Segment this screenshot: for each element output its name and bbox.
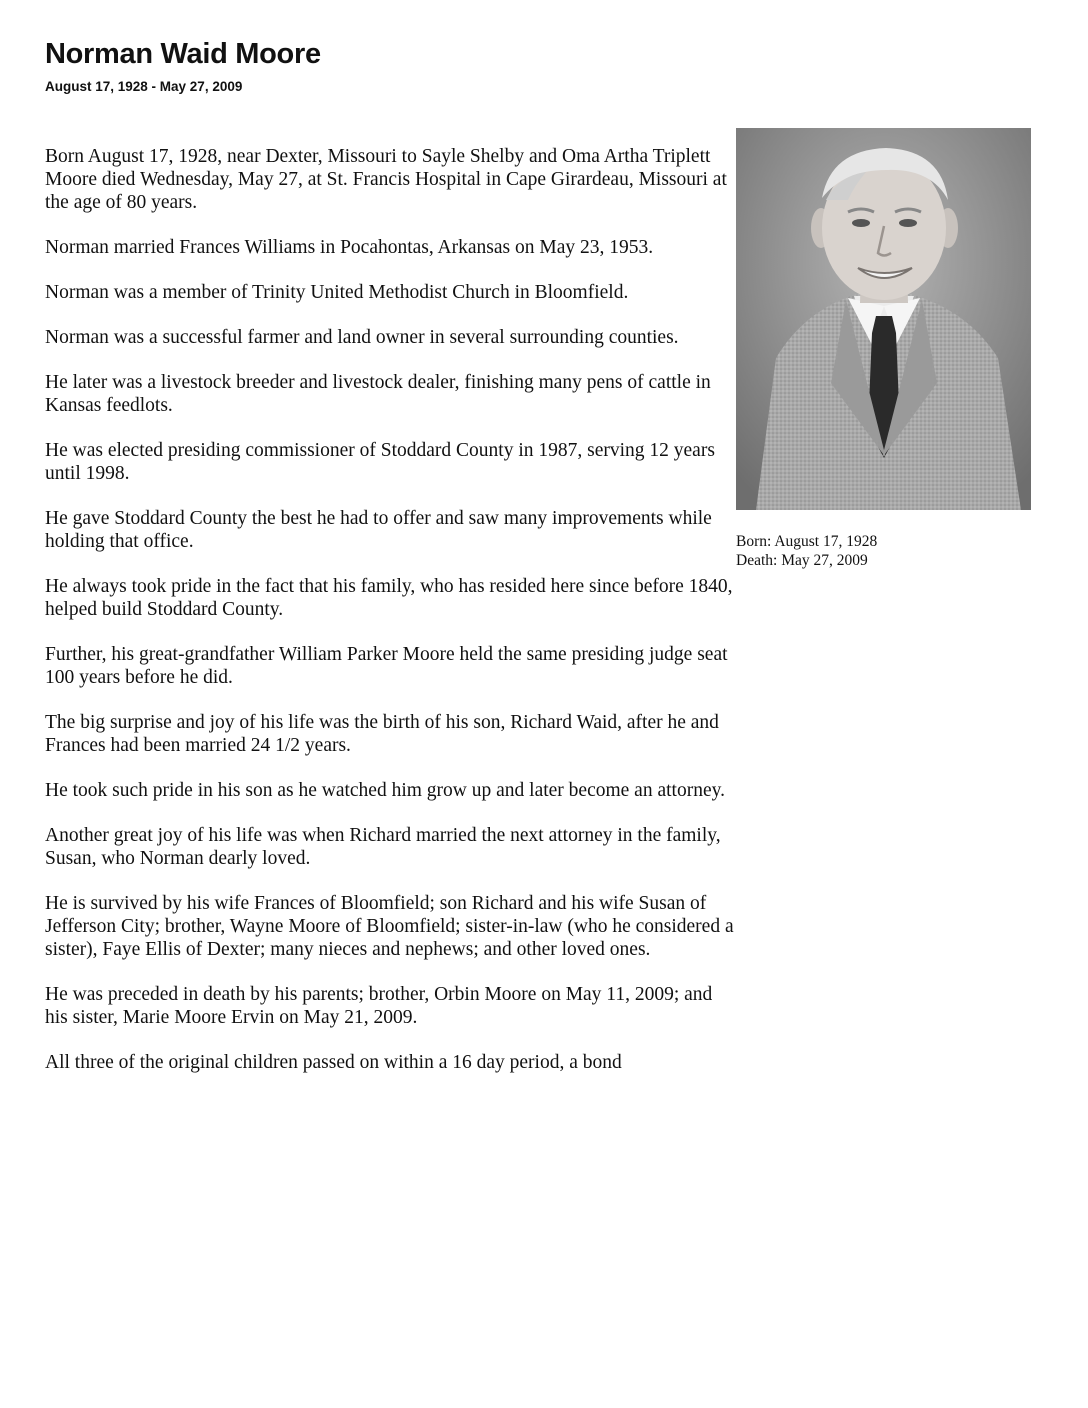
obituary-name: Norman Waid Moore (45, 38, 321, 70)
paragraph-commissioner: He was elected presiding commissioner of Stoddard County in 1987, serving 12 years until 1998. (45, 440, 715, 484)
paragraph-birth-death: Born August 17, 1928, near Dexter, Missouri to Sayle Shelby and Oma Artha Triplett Moore died Wednesday, May 27, at St. Francis Hospital in Cape Girardeau, Missouri at the age of 80 years. (45, 146, 727, 213)
paragraph-siblings-bond: All three of the original children passed on within a 16 day period, a bond (45, 1052, 622, 1073)
paragraph-family-history: He always took pride in the fact that his family, who has resided here since before 1840, helped build Stoddard County. (45, 576, 733, 620)
paragraph-county-service: He gave Stoddard County the best he had to offer and saw many improvements while holding that office. (45, 508, 712, 552)
paragraph-marriage: Norman married Frances Williams in Pocahontas, Arkansas on May 23, 1953. (45, 237, 654, 258)
paragraph-survivors: He is survived by his wife Frances of Bloomfield; son Richard and his wife Susan of Jefferson City; brother, Wayne Moore of Bloomfield; sister-in-law (who he considered a sister), Faye Ellis of Dexter; many nieces and nephews; and other loved ones. (45, 893, 734, 960)
paragraph-son-birth: The big surprise and joy of his life was the birth of his son, Richard Waid, after he and Frances had been married 24 1/2 years. (45, 712, 719, 756)
portrait-illustration (736, 128, 1031, 510)
portrait-photo (736, 128, 1031, 510)
paragraph-preceded: He was preceded in death by his parents; brother, Orbin Moore on May 11, 2009; and his sister, Marie Moore Ervin on May 21, 2009. (45, 984, 713, 1028)
paragraph-son-attorney: He took such pride in his son as he watched him grow up and later become an attorney. (45, 780, 725, 801)
photo-caption (736, 532, 877, 570)
paragraph-great-grandfather: Further, his great-grandfather William Parker Moore held the same presiding judge seat 100 years before he did. (45, 644, 728, 688)
paragraph-church: Norman was a member of Trinity United Methodist Church in Bloomfield. (45, 282, 629, 303)
life-dates: August 17, 1928 - May 27, 2009 (45, 79, 243, 94)
caption-death: Death: May 27, 2009 (736, 552, 868, 569)
caption-born: Born: August 17, 1928 (736, 533, 878, 550)
paragraph-daughter-in-law: Another great joy of his life was when Richard married the next attorney in the family, Susan, who Norman dearly loved. (45, 825, 721, 869)
paragraph-farmer: Norman was a successful farmer and land owner in several surrounding counties. (45, 327, 679, 348)
obituary-body (45, 145, 735, 1096)
paragraph-livestock: He later was a livestock breeder and livestock dealer, finishing many pens of cattle in Kansas feedlots. (45, 372, 711, 416)
